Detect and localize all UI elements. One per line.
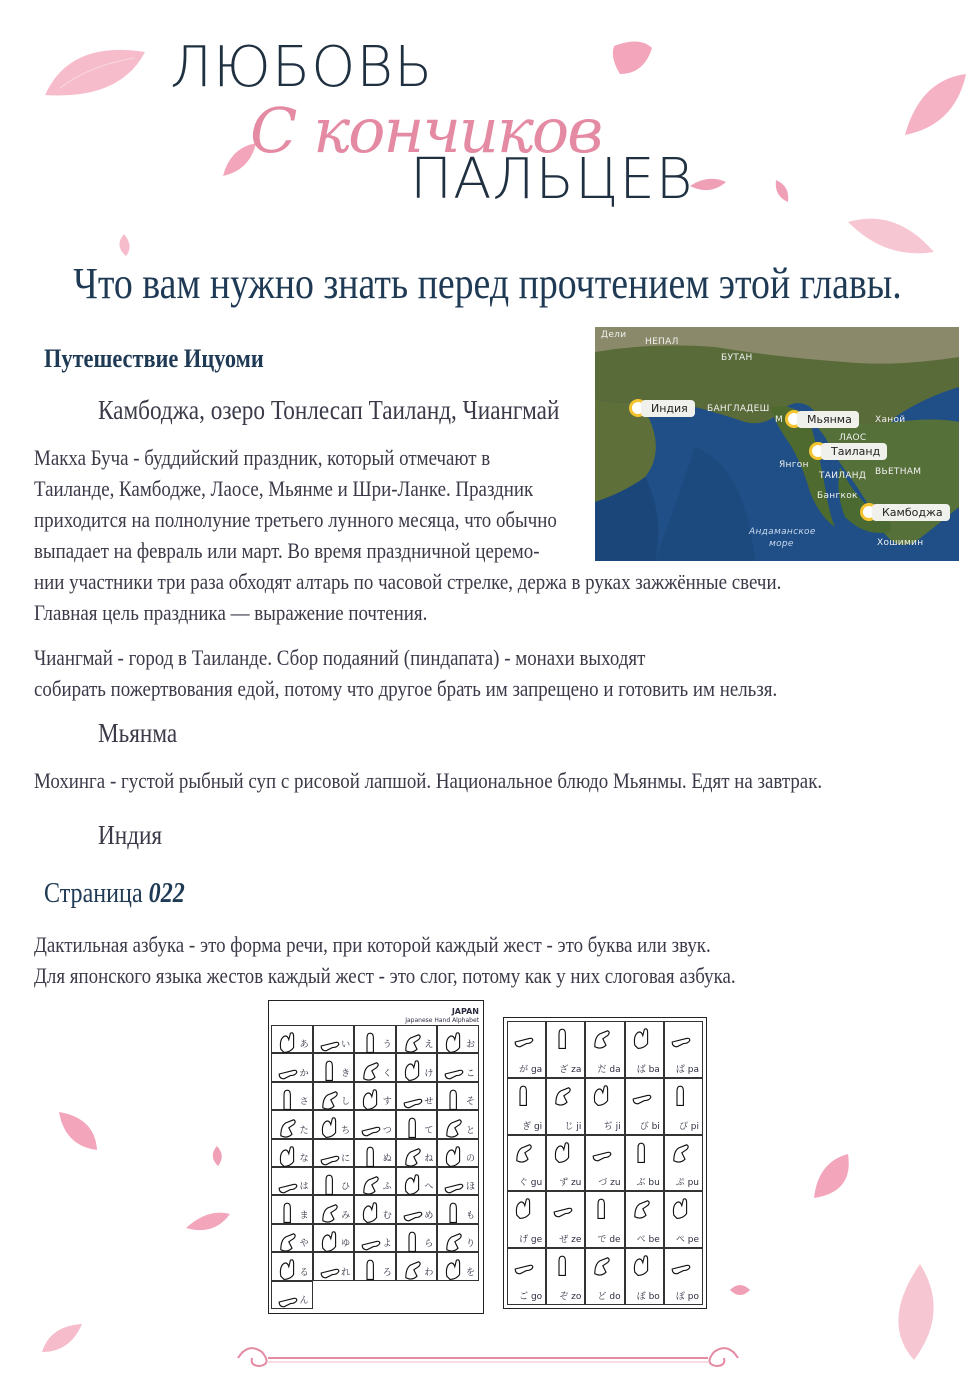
kana-label: べ be — [636, 1235, 660, 1246]
hand-sign-cell — [271, 1110, 313, 1138]
kana-label: ぴ pi — [678, 1121, 699, 1132]
southeast-asia-map — [595, 327, 959, 561]
hand-sign-icon — [401, 1115, 425, 1139]
map-label: Янгон — [779, 460, 809, 470]
kana-label: む — [382, 1210, 392, 1221]
hand-sign-icon — [276, 1144, 300, 1168]
hand-sign-icon — [276, 1172, 300, 1196]
hand-sign-icon — [551, 1083, 575, 1107]
hand-sign-cell — [354, 1110, 396, 1138]
hand-sign-icon — [359, 1030, 383, 1054]
hand-sign-icon — [442, 1087, 466, 1111]
ornamental-divider — [228, 1338, 748, 1378]
title-line-2: ПАЛЬЦЕВ — [410, 147, 694, 212]
hand-sign-icon — [551, 1140, 575, 1164]
hand-sign-cell — [625, 1078, 664, 1135]
kana-label: づ zu — [598, 1178, 621, 1189]
kana-label: や — [299, 1239, 309, 1250]
hand-sign-cell — [396, 1195, 438, 1223]
hand-sign-icon — [512, 1026, 536, 1050]
hand-sign-icon — [359, 1115, 383, 1139]
map-label: НЕПАЛ — [645, 337, 679, 347]
kana-label: げ ge — [519, 1235, 543, 1246]
map-label: Бангкок — [817, 491, 858, 501]
hand-sign-icon — [318, 1172, 342, 1196]
hand-sign-icon — [318, 1144, 342, 1168]
text-line: Таиланде, Камбодже, Лаосе, Мьянме и Шри-Ланке. Праздник — [34, 476, 534, 501]
paragraph-fingerspelling — [34, 929, 736, 991]
pin-label: Мьянма — [797, 411, 859, 428]
hand-sign-icon — [401, 1030, 425, 1054]
kana-label: ふ — [382, 1182, 392, 1193]
petal-decoration — [900, 70, 970, 140]
hand-sign-cell — [437, 1252, 479, 1280]
kana-label: へ — [424, 1182, 434, 1193]
kana-label: り — [465, 1239, 475, 1250]
kana-label: る — [299, 1267, 309, 1278]
kana-label: ぱ pa — [675, 1064, 699, 1075]
hand-sign-cell — [313, 1025, 355, 1053]
kana-label: ぢ ji — [603, 1121, 621, 1132]
hand-sign-icon — [442, 1200, 466, 1224]
text-line: приходится на полнолуние третьего лунного месяца, что обычно — [34, 507, 557, 532]
hand-sign-cell — [271, 1281, 313, 1309]
hand-sign-icon — [551, 1196, 575, 1220]
text-line: выпадает на февраль или март. Во время праздничной церемо- — [34, 538, 540, 563]
hand-sign-icon — [442, 1144, 466, 1168]
kana-label: ご go — [519, 1291, 543, 1302]
kana-label: め — [424, 1210, 434, 1221]
hand-sign-cell — [271, 1224, 313, 1252]
hand-sign-icon — [276, 1200, 300, 1224]
hand-sign-cell — [437, 1053, 479, 1081]
kana-label: か — [299, 1068, 309, 1079]
petal-decoration — [184, 1208, 232, 1236]
hand-sign-icon — [590, 1026, 614, 1050]
text-line: Главная цель праздника — выражение почтения. — [34, 600, 428, 625]
kana-label: え — [424, 1040, 434, 1051]
hand-sign-icon — [276, 1058, 300, 1082]
kana-label: が ga — [519, 1064, 543, 1075]
hand-sign-cell — [354, 1082, 396, 1110]
hand-sign-cell — [396, 1053, 438, 1081]
hand-sign-icon — [276, 1257, 300, 1281]
kana-label: ぬ — [382, 1153, 392, 1164]
hand-sign-icon — [276, 1087, 300, 1111]
hand-sign-icon — [630, 1140, 654, 1164]
page-label: Страница — [44, 878, 143, 909]
voiced-hand-alphabet-chart — [503, 1017, 707, 1309]
petal-decoration — [728, 1280, 752, 1300]
hand-sign-icon — [590, 1083, 614, 1107]
hand-sign-icon — [590, 1253, 614, 1277]
text-line: Макха Буча - буддийский праздник, который отмечают в — [34, 445, 491, 470]
kana-label: も — [465, 1210, 475, 1221]
hand-sign-icon — [276, 1115, 300, 1139]
text-line: Дактильная азбука - это форма речи, при которой каждый жест - это буква или звук. — [34, 932, 711, 957]
map-label: БУТАН — [721, 353, 753, 363]
hand-sign-cell — [354, 1252, 396, 1280]
kana-label: た — [299, 1125, 309, 1136]
kana-label: ま — [299, 1210, 309, 1221]
map-label: ВЬЕТНАМ — [875, 467, 922, 477]
hand-sign-cell — [507, 1191, 546, 1248]
hand-sign-cell — [437, 1139, 479, 1167]
hand-sign-icon — [401, 1144, 425, 1168]
petal-decoration — [40, 1322, 84, 1356]
hand-sign-icon — [359, 1229, 383, 1253]
kana-label: こ — [465, 1068, 475, 1079]
kana-label: つ — [382, 1125, 392, 1136]
map-label: Андаманское — [749, 527, 816, 537]
hand-sign-icon — [276, 1229, 300, 1253]
hand-sign-cell — [625, 1191, 664, 1248]
hand-sign-grid — [507, 1021, 703, 1305]
title-line-1: ЛЮБОВЬ — [170, 35, 434, 100]
kana-label: ち — [341, 1125, 351, 1136]
hand-sign-cell — [437, 1195, 479, 1223]
kana-label: ぎ gi — [522, 1121, 543, 1132]
hand-sign-icon — [442, 1229, 466, 1253]
hand-sign-cell — [396, 1139, 438, 1167]
hand-sign-cell — [313, 1167, 355, 1195]
hand-sign-cell — [507, 1248, 546, 1305]
kana-label: せ — [424, 1097, 434, 1108]
hand-sign-cell — [271, 1139, 313, 1167]
hand-sign-cell — [437, 1224, 479, 1252]
hand-sign-icon — [669, 1083, 693, 1107]
hand-sign-icon — [512, 1083, 536, 1107]
kana-label: と — [465, 1125, 475, 1136]
hand-sign-icon — [359, 1172, 383, 1196]
kana-label: あ — [299, 1040, 309, 1051]
kana-label: ぺ pe — [675, 1235, 699, 1246]
hand-sign-icon — [359, 1087, 383, 1111]
hand-sign-icon — [359, 1058, 383, 1082]
hand-sign-cell — [271, 1195, 313, 1223]
hand-sign-cell — [585, 1078, 624, 1135]
map-label: БАНГЛАДЕШ — [707, 404, 770, 414]
kana-label: は — [299, 1182, 309, 1193]
hand-sign-cell — [437, 1082, 479, 1110]
hand-sign-icon — [318, 1115, 342, 1139]
hand-sign-icon — [442, 1115, 466, 1139]
hand-sign-cell — [507, 1078, 546, 1135]
hand-sign-icon — [401, 1257, 425, 1281]
petal-decoration — [55, 1108, 101, 1154]
hand-sign-cell — [396, 1025, 438, 1053]
kana-label: ぞ zo — [559, 1291, 582, 1302]
kana-label: い — [341, 1040, 351, 1051]
title-script: С кончиков — [250, 94, 602, 167]
hand-sign-icon — [318, 1257, 342, 1281]
hand-sign-cell — [354, 1195, 396, 1223]
section-title-travel: Путешествие Ицуоми — [44, 344, 264, 373]
kana-label: を — [465, 1267, 475, 1278]
hand-sign-cell — [625, 1135, 664, 1192]
hand-sign-icon — [276, 1030, 300, 1054]
hand-sign-cell — [625, 1248, 664, 1305]
hand-sign-icon — [442, 1058, 466, 1082]
kana-label: う — [382, 1040, 392, 1051]
hand-sign-icon — [318, 1030, 342, 1054]
hand-sign-cell — [437, 1110, 479, 1138]
hand-sign-cell — [396, 1110, 438, 1138]
hand-sign-icon — [590, 1140, 614, 1164]
kana-label: み — [341, 1210, 351, 1221]
kana-label: の — [465, 1153, 475, 1164]
hand-sign-icon — [401, 1200, 425, 1224]
hand-sign-icon — [630, 1196, 654, 1220]
kana-label: ぶ bu — [636, 1178, 660, 1189]
kana-label: そ — [465, 1097, 475, 1108]
hand-sign-icon — [359, 1257, 383, 1281]
map-label: ТАИЛАНД — [819, 471, 867, 481]
map-pin-cambodia[interactable] — [860, 503, 950, 521]
page-heading: Что вам нужно знать перед прочтением этой главы. — [73, 259, 902, 308]
kana-label: わ — [424, 1267, 434, 1278]
paragraph-chiangmai — [34, 642, 777, 704]
kana-label: さ — [299, 1097, 309, 1108]
map-pin-myanmar[interactable] — [785, 410, 859, 428]
petal-decoration — [208, 1144, 226, 1168]
hand-sign-icon — [630, 1083, 654, 1107]
text-line: Для японского языка жестов каждый жест - это слог, потому как у них слоговая азбука. — [34, 963, 736, 988]
hand-sign-cell — [507, 1021, 546, 1078]
pin-label: Камбоджа — [872, 504, 950, 521]
hand-sign-cell — [271, 1167, 313, 1195]
kana-label: ぐ gu — [518, 1178, 543, 1189]
hand-sign-icon — [318, 1058, 342, 1082]
kana-label: ど do — [597, 1291, 621, 1302]
travel-subtitle: Камбоджа, озеро Тонлесап Таиланд, Чиангмай — [98, 395, 560, 425]
hand-sign-cell — [396, 1224, 438, 1252]
hand-sign-icon — [318, 1087, 342, 1111]
hand-sign-icon — [551, 1253, 575, 1277]
india-title: Индия — [98, 820, 163, 850]
hand-sign-icon — [512, 1196, 536, 1220]
hand-sign-cell — [313, 1224, 355, 1252]
kana-label: お — [465, 1040, 475, 1051]
hand-sign-cell — [664, 1191, 703, 1248]
kana-label: て — [424, 1125, 434, 1136]
hand-sign-icon — [401, 1087, 425, 1111]
hand-sign-icon — [669, 1196, 693, 1220]
hand-sign-cell — [354, 1167, 396, 1195]
japanese-hand-alphabet-chart — [268, 1000, 484, 1314]
hand-sign-cell — [313, 1053, 355, 1081]
hand-sign-cell — [585, 1191, 624, 1248]
hand-sign-icon — [630, 1026, 654, 1050]
hand-sign-cell — [313, 1195, 355, 1223]
hand-sign-icon — [442, 1172, 466, 1196]
hand-sign-cell — [313, 1082, 355, 1110]
hand-sign-cell — [585, 1248, 624, 1305]
hand-sign-icon — [401, 1229, 425, 1253]
kana-label: ん — [299, 1295, 309, 1306]
hand-sign-icon — [359, 1144, 383, 1168]
hand-sign-cell — [271, 1025, 313, 1053]
petal-decoration — [40, 40, 150, 110]
kana-label: で de — [597, 1235, 621, 1246]
kana-label: ら — [424, 1239, 434, 1250]
kana-label: よ — [382, 1239, 392, 1250]
hand-sign-cell — [664, 1248, 703, 1305]
hand-sign-cell — [546, 1021, 585, 1078]
map-label: Дели — [601, 330, 627, 340]
hand-sign-cell — [437, 1167, 479, 1195]
hand-sign-icon — [401, 1058, 425, 1082]
text-line: нии участники три раза обходят алтарь по часовой стрелке, держа в руках зажжённые свечи. — [34, 569, 782, 594]
hand-sign-cell — [546, 1191, 585, 1248]
kana-label: し — [341, 1097, 351, 1108]
hand-sign-icon — [551, 1026, 575, 1050]
map-pin-thailand[interactable] — [809, 442, 887, 460]
map-pin-india[interactable] — [629, 399, 695, 417]
hand-sign-icon — [442, 1257, 466, 1281]
hand-sign-icon — [359, 1200, 383, 1224]
kana-label: ぜ ze — [559, 1235, 582, 1246]
petal-decoration — [114, 232, 134, 258]
hand-sign-grid — [271, 1025, 479, 1309]
kana-label: な — [299, 1153, 309, 1164]
hand-sign-cell — [396, 1082, 438, 1110]
pin-label: Индия — [641, 400, 695, 417]
hand-sign-cell — [546, 1078, 585, 1135]
text-line: собирать пожертвования едой, потому что другое брать им запрещено и готовить им нельзя. — [34, 676, 778, 701]
page-number: 022 — [148, 878, 185, 909]
kana-label: ぼ bo — [636, 1291, 660, 1302]
text-line: Чиангмай - город в Таиланде. Сбор подаяний (пиндапата) - монахи выходят — [34, 645, 646, 670]
hand-sign-cell — [664, 1021, 703, 1078]
hand-sign-icon — [512, 1140, 536, 1164]
hand-sign-icon — [318, 1229, 342, 1253]
hand-sign-cell — [354, 1139, 396, 1167]
petal-decoration — [772, 178, 792, 204]
kana-label: ね — [424, 1153, 434, 1164]
hand-sign-cell — [313, 1139, 355, 1167]
hand-sign-icon — [669, 1026, 693, 1050]
hand-sign-cell — [396, 1167, 438, 1195]
hand-sign-cell — [546, 1135, 585, 1192]
kana-label: じ ji — [564, 1121, 582, 1132]
hand-sign-cell — [313, 1252, 355, 1280]
hand-sign-cell — [271, 1082, 313, 1110]
hand-sign-cell — [396, 1252, 438, 1280]
hand-sign-icon — [442, 1030, 466, 1054]
kana-label: ゆ — [341, 1239, 351, 1250]
kana-label: ほ — [465, 1182, 475, 1193]
myanmar-text: Мохинга - густой рыбный суп с рисовой лапшой. Национальное блюдо Мьянмы. Едят на завтрак. — [34, 768, 823, 793]
hand-sign-icon — [276, 1286, 300, 1310]
hand-sign-cell — [585, 1021, 624, 1078]
hand-sign-icon — [590, 1196, 614, 1220]
kana-label: に — [341, 1153, 351, 1164]
kana-label: き — [341, 1068, 351, 1079]
chart-subheader: Japanese Hand Alphabet — [405, 1017, 479, 1024]
hand-sign-cell — [507, 1135, 546, 1192]
kana-label: だ da — [597, 1064, 621, 1075]
petal-decoration — [880, 1262, 950, 1362]
hand-sign-cell — [664, 1078, 703, 1135]
kana-label: ず zu — [559, 1178, 582, 1189]
petal-decoration — [846, 212, 936, 262]
hand-sign-cell — [354, 1224, 396, 1252]
chart-header: JAPAN — [451, 1007, 479, 1016]
hand-sign-icon — [401, 1172, 425, 1196]
hand-sign-icon — [512, 1253, 536, 1277]
hand-sign-cell — [313, 1110, 355, 1138]
kana-label: ろ — [382, 1267, 392, 1278]
map-label: Хошимин — [877, 538, 924, 548]
page-reference — [44, 878, 185, 910]
hand-sign-cell — [585, 1135, 624, 1192]
kana-label: ば ba — [636, 1064, 660, 1075]
kana-label: け — [424, 1068, 434, 1079]
kana-label: ぷ pu — [675, 1178, 699, 1189]
hand-sign-cell — [546, 1248, 585, 1305]
map-label: Ханой — [875, 415, 906, 425]
hand-sign-cell — [625, 1021, 664, 1078]
map-label: ЛАОС — [839, 433, 867, 443]
hand-sign-cell — [271, 1252, 313, 1280]
petal-decoration — [808, 1152, 854, 1202]
pin-label: Таиланд — [821, 443, 887, 460]
kana-label: く — [382, 1068, 392, 1079]
hand-sign-icon — [630, 1253, 654, 1277]
kana-label: す — [382, 1097, 392, 1108]
hand-sign-cell — [271, 1053, 313, 1081]
myanmar-title: Мьянма — [98, 718, 178, 748]
kana-label: ひ — [341, 1182, 351, 1193]
hand-sign-cell — [354, 1053, 396, 1081]
map-label: море — [769, 539, 794, 549]
hand-sign-cell — [354, 1025, 396, 1053]
petal-decoration — [688, 174, 728, 196]
map-label: М — [775, 415, 784, 425]
kana-label: び bi — [639, 1121, 660, 1132]
hand-sign-cell — [664, 1135, 703, 1192]
petal-decoration — [610, 38, 656, 78]
hand-sign-icon — [669, 1140, 693, 1164]
hand-sign-cell — [437, 1025, 479, 1053]
kana-label: れ — [341, 1267, 351, 1278]
hand-sign-icon — [669, 1253, 693, 1277]
hand-sign-icon — [318, 1200, 342, 1224]
kana-label: ぽ po — [675, 1291, 699, 1302]
kana-label: ざ za — [559, 1064, 582, 1075]
map-terrain — [595, 327, 959, 561]
